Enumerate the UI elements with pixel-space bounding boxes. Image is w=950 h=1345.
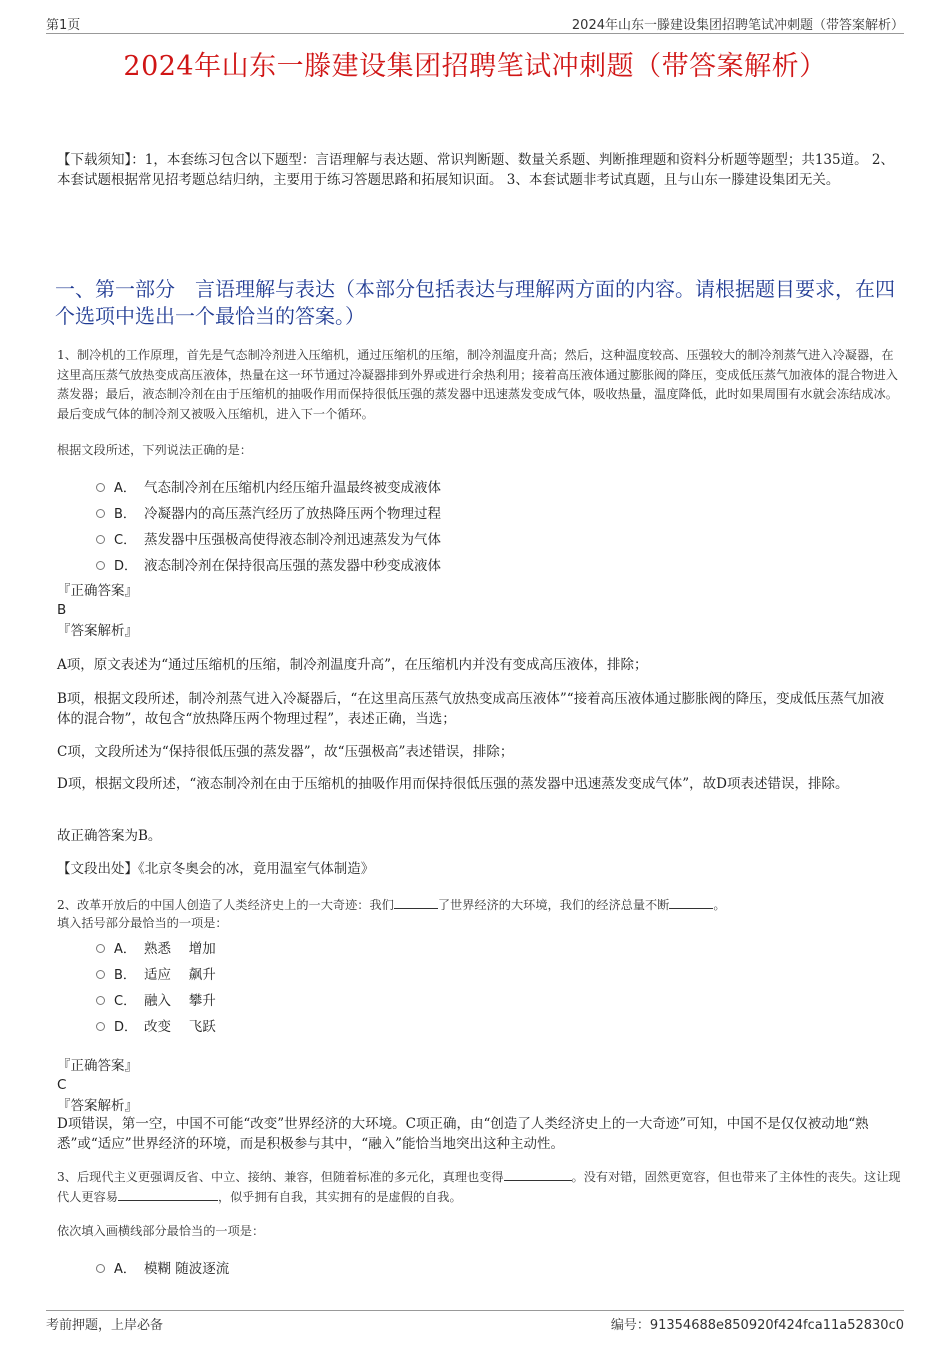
- download-notice: 【下载须知】：1，本套练习包含以下题型：言语理解与表达题、常识判断题、数量关系题、判断推理题和资料分析题等题型；共135道。 2、本套试题根据常见招考题总结归纳，主要用于练习答题思路和拓展知识面。 3、本套试题非考试真题，且与山东一滕建设集团无关。: [57, 152, 894, 188]
- q1-option-b[interactable]: B． 冷凝器内的高压蒸汽经历了放热降压两个物理过程: [96, 501, 441, 523]
- q1-analysis-c: C项，文段所述为“保持很低压强的蒸发器”，故“压强极高”表述错误，排除；: [57, 744, 514, 760]
- footer-divider: [46, 1310, 904, 1311]
- question-1-passage: 1、制冷机的工作原理，首先是气态制冷剂进入压缩机，通过压缩机的压缩，制冷剂温度升高；然后，这种温度较高、压强较大的制冷剂蒸气进入冷凝器，在这里高压蒸气放热变成高压液体，热量在这一环节通过冷凝器排到外界或进行余热利用；接着高压液体通过膨胀阀的降压，变成低压蒸气加液体的混合物进入蒸发器；最后，液态制冷剂在由于压缩机的抽吸作用而保持很低压强的蒸发器中迅速蒸发变成气体，吸收热量，温度降低，此时如果周围有水就会冻结成冰。最后变成气体的制冷剂又被吸入压缩机，进入下一个循环。: [57, 348, 898, 421]
- radio-icon[interactable]: [96, 970, 105, 979]
- radio-icon[interactable]: [96, 561, 105, 570]
- radio-icon[interactable]: [96, 1264, 105, 1273]
- header-doc-title: 2024年山东一滕建设集团招聘笔试冲刺题（带答案解析）: [571, 18, 904, 33]
- blank-line: [504, 1168, 572, 1181]
- radio-icon[interactable]: [96, 944, 105, 953]
- q2-option-b[interactable]: B． 适应 飙升: [96, 962, 216, 984]
- question-2-prompt: 填入括号部分最恰当的一项是：: [57, 916, 228, 930]
- q1-conclusion: 故正确答案为B。: [57, 828, 162, 844]
- footer-slogan: 考前押题，上岸必备: [46, 1318, 164, 1333]
- section-heading: 一、第一部分 言语理解与表达（本部分包括表达与理解两方面的内容。请根据题目要求，在四个选项中选出一个最恰当的答案。）: [55, 277, 895, 328]
- radio-icon[interactable]: [96, 483, 105, 492]
- page-title: 2024年山东一滕建设集团招聘笔试冲刺题（带答案解析）: [123, 51, 827, 82]
- q1-answer: B: [57, 602, 67, 618]
- radio-icon[interactable]: [96, 535, 105, 544]
- q1-analysis-d: D项，根据文段所述，“液态制冷剂在由于压缩机的抽吸作用而保持很低压强的蒸发器中迅速蒸发变成气体”，故D项表述错误，排除。: [57, 776, 849, 792]
- q2-answer: C: [57, 1077, 67, 1093]
- blank-line: [394, 896, 438, 909]
- radio-icon[interactable]: [96, 996, 105, 1005]
- q1-answer-label: 『正确答案』: [57, 583, 138, 599]
- q1-option-a[interactable]: A． 气态制冷剂在压缩机内经压缩升温最终被变成液体: [96, 475, 441, 497]
- q2-option-c[interactable]: C． 融入 攀升: [96, 988, 216, 1010]
- header-divider: [46, 33, 904, 34]
- radio-icon[interactable]: [96, 509, 105, 518]
- question-3-passage: 3、后现代主义更强调反省、中立、接纳、兼容，但随着标准的多元化，真理也变得 。没有对错，固然更宽容，但也带来了主体性的丧失。这让现代人更容易 ，似乎拥有自我，其实拥有的是虚假的自我。: [57, 1170, 901, 1204]
- page-number: 第1页: [46, 18, 81, 33]
- q1-option-d[interactable]: D． 液态制冷剂在保持很高压强的蒸发器中秒变成液体: [96, 553, 441, 575]
- q2-option-d[interactable]: D． 改变 飞跃: [96, 1014, 216, 1036]
- question-3-prompt: 依次填入画横线部分最恰当的一项是：: [57, 1224, 265, 1238]
- q1-analysis-b: B项，根据文段所述，制冷剂蒸气进入冷凝器后，“在这里高压蒸气放热变成高压液体”“接着高压液体通过膨胀阀的降压，变成低压蒸气加液体的混合物”，故包含“放热降压两个物理过程”，表述正确，当选；: [57, 691, 885, 727]
- q2-analysis: D项错误，第一空，中国不可能“改变”世界经济的大环境。C项正确，由“创造了人类经济史上的一大奇迹”可知，中国不是仅仅被动地“熟悉”或“适应”世界经济的环境，而是积极参与其中，“融入”能恰当地突出这种主动性。: [57, 1116, 869, 1152]
- q2-answer-label: 『正确答案』: [57, 1058, 138, 1074]
- q1-analysis-label: 『答案解析』: [57, 623, 138, 639]
- footer-code: 编号：91354688e850920f424fca11a52830c0: [610, 1318, 904, 1333]
- q3-option-a[interactable]: A． 模糊 随波逐流: [96, 1256, 229, 1278]
- radio-icon[interactable]: [96, 1022, 105, 1031]
- q1-analysis-a: A项，原文表述为“通过压缩机的压缩，制冷剂温度升高”，在压缩机内并没有变成高压液体，排除；: [57, 657, 648, 673]
- q2-analysis-label: 『答案解析』: [57, 1098, 138, 1114]
- q2-option-a[interactable]: A． 熟悉 增加: [96, 936, 216, 958]
- q1-option-c[interactable]: C． 蒸发器中压强极高使得液态制冷剂迅速蒸发为气体: [96, 527, 441, 549]
- blank-line: [118, 1188, 218, 1201]
- question-1-prompt: 根据文段所述，下列说法正确的是：: [57, 443, 252, 457]
- q1-source: 【文段出处】《北京冬奥会的冰，竟用温室气体制造》: [57, 861, 375, 877]
- blank-line: [669, 896, 713, 909]
- question-2-passage: 2、改革开放后的中国人创造了人类经济史上的一大奇迹：我们 了世界经济的大环境，我们的经济总量不断 。: [57, 898, 726, 912]
